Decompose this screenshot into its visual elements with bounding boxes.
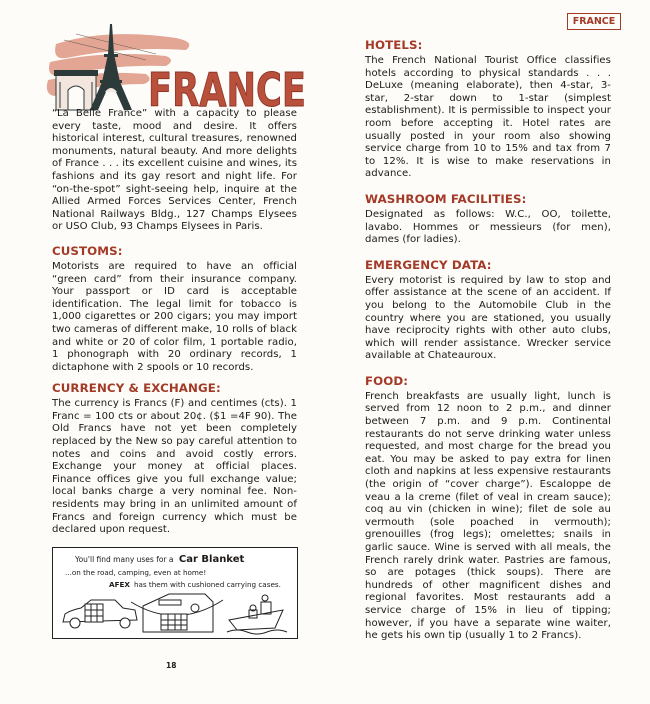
section-body: The French National Tourist Office classifies hotels according to physical standards . . . DeLuxe (meaning elaborate), then 4-star, 3-star, 2-star down to 1-star (simplest establishment). It is permissible to inspect your room before accepting it. Hotel rates are usually posted in your room also showing service charge from 10 to 15% and tax from 7 to 12%. It is wise to make reservations in advance.: [365, 55, 611, 180]
section-body: Motorists are required to have an official “green card” from their insurance company. Your passport or ID card is acceptable identification. The legal limit for tobacco is 1,000 cigarettes or 200 cigars; you may import two cameras of different make, 10 rolls of black and white or 20 of color film, 1 portable radio, 1 phonograph with 20 ordinary records, 1 dictaphone with 2 spools or 10 records.: [52, 260, 297, 373]
right-page: [325, 0, 650, 704]
section-heading: FOOD:: [365, 373, 409, 388]
section-heading: HOTELS:: [365, 38, 423, 52]
section-heading: CURRENCY & EXCHANGE:: [52, 381, 221, 396]
section-heading: EMERGENCY DATA:: [365, 257, 492, 272]
ad-product-name: Car Blanket: [178, 554, 245, 565]
section-body: Designated as follows: W.C., OO, toilette, lavabo. Hommes or messieurs (for men), dames (for ladies).: [365, 208, 611, 246]
page-number: 18: [166, 661, 177, 670]
section-heading: CUSTOMS:: [52, 243, 123, 258]
france-title: FRANCE: [148, 63, 306, 112]
boat-icon: [227, 595, 287, 634]
ad-brand-text: has them with cushioned carrying cases.: [133, 580, 281, 589]
ad-brand: AFEX: [109, 580, 130, 589]
country-tab-label: FRANCE: [567, 13, 621, 30]
section-body: French breakfasts are usually light, lunch is served from 12 noon to 2 p.m., and dinner between 7 p.m. and 9 p.m. Continental restaurants do not serve drinking water unless requested, and most charge for the bread you eat. You may be asked to pay extra for linen cloth and napkins at less expensive restaurants (the origin of “cover charge”). Escaloppe de veau a la creme (filet of veal in cream sauce); coq au vin (chicken in wine); filet de sole au vermouth (sole poached in vermouth); grenouilles (frog legs); omelettes; snails in garlic sauce. Wine is served with all meals, the French rarely drink water. Pastries are famous, so are potages (thick soups). There are hundreds of other magnificent dishes and regional favorites. Most restaurants add a service charge of 15% in lieu of tipping; however, if you have a separate wine waiter, he gets his own tip (usually 1 to 2 Francs).: [365, 390, 611, 642]
ad-headline-prefix: You'll find many uses for a: [75, 555, 174, 564]
ad-headline: [75, 554, 244, 565]
section-body: Every motorist is required by law to stop and offer assistance at the scene of an accident. If you belong to the Automobile Club in the country where you are stationed, you usually have reciprocity rights with other auto clubs, which will render assistance. Wrecker service available at Chateauroux.: [365, 274, 611, 362]
hotels-section: [365, 38, 611, 181]
ad-tagline: ...on the road, camping, even at home!: [65, 568, 207, 577]
customs-section: [52, 244, 297, 374]
car-icon: [63, 600, 137, 628]
france-title-illustration: [46, 24, 308, 112]
right-column: [365, 38, 611, 649]
section-body: The currency is Francs (F) and centimes (cts). 1 Franc = 100 cts or about 20¢. ($1 =4F 90). The Old Francs have not yet been completely replaced by the New so pay careful attention to notes and coins and avoid costly errors. Exchange your money at official places. Finance offices give you full exchange value; local banks charge a very nominal fee. Non-residents may bring in an unlimited amount of Francs and foreign currency which must be declared upon request.: [52, 398, 297, 536]
car-blanket-advertisement: [52, 547, 298, 639]
left-column: [52, 108, 297, 543]
ad-brand-line: [109, 580, 281, 589]
washroom-section: [365, 192, 611, 247]
intro-paragraph: “La Belle France” with a capacity to please every taste, mood and desire. It offers historical interest, cultural treasures, renowned monuments, natural beauty. And more delights of France . . . its excellent cuisine and wines, its fashions and its gay resort and night life. For “on-the-spot” sight-seeing help, inquire at the Allied Armed Forces Services Center, French National Railways Bldg., 127 Champs Elysees or USO Club, 93 Champs Elysees in Paris.: [52, 108, 297, 233]
emergency-section: [365, 258, 611, 363]
section-heading: WASHROOM FACILITIES:: [365, 191, 527, 206]
food-section: [365, 374, 611, 643]
currency-section: [52, 381, 297, 537]
house-icon: [131, 594, 223, 632]
eiffel-tower-arc-illustration: [46, 24, 308, 112]
ad-illustrations: [57, 592, 293, 636]
